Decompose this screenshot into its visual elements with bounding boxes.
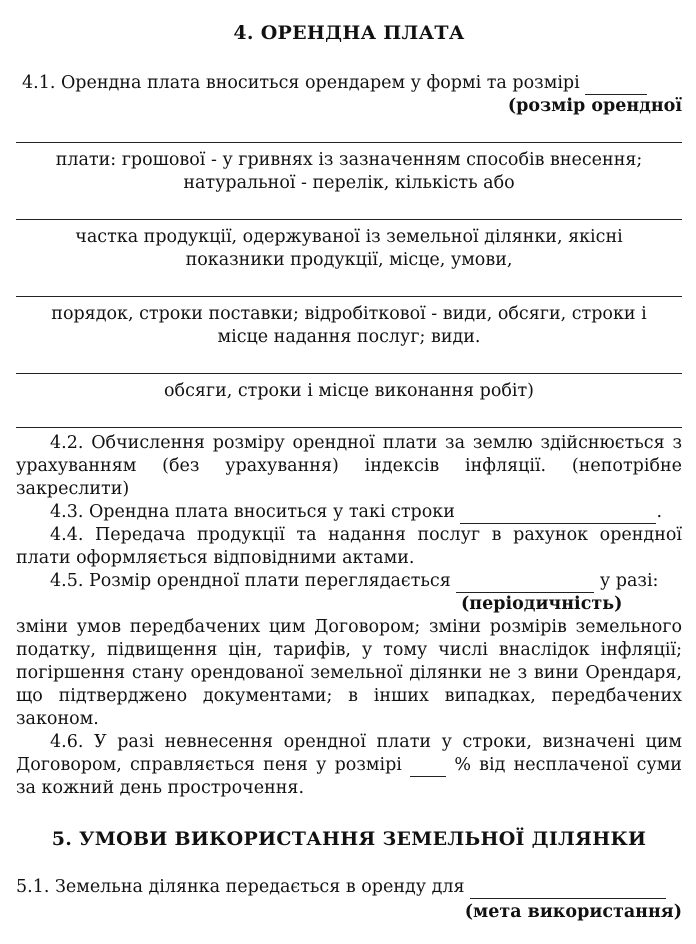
purpose-hint: (мета використання)	[464, 902, 682, 922]
periodicity-hint: (періодичність)	[461, 594, 623, 614]
clause-4-6-end: % від несплаченої суми за кожний день прострочення.	[16, 755, 682, 798]
rent-blank-line-3[interactable]	[16, 274, 682, 297]
clause-4-4: 4.4. Передача продукції та надання послуг в рахунок орендної плати оформляється відповідними актами.	[16, 525, 682, 568]
purpose-blank[interactable]	[470, 880, 666, 899]
rent-hint-2a: плати: грошової - у гривнях із зазначенням способів внесення;	[55, 150, 643, 170]
periodicity-blank[interactable]	[456, 574, 594, 593]
rent-hint-5: обсяги, строки і місце виконання робіт)	[164, 381, 534, 401]
rent-hint-4b: місце надання послуг; види.	[217, 327, 481, 347]
clause-4-3-text: 4.3. Орендна плата вноситься у такі строки	[50, 502, 455, 522]
clause-4-5-body: зміни умов передбачених цим Договором; зміни розмірів земельного податку, підвищення цін, тарифів, у тому числі внаслідок інфляції; погіршення стану орендованої земельної ділянки не з вини Орендаря, що підтверджено документами; в інших випадках, передбачених законом.	[16, 617, 682, 729]
rent-blank-line-5[interactable]	[16, 405, 682, 428]
clause-4-6	[16, 731, 682, 800]
clause-4-1	[16, 72, 682, 428]
rent-blank-line-2[interactable]	[16, 197, 682, 220]
clause-4-1-text: 4.1. Орендна плата вноситься орендарем у формі та розмірі	[22, 73, 580, 93]
penalty-percent-blank[interactable]	[410, 758, 446, 777]
clause-4-1-line	[22, 72, 682, 95]
rent-form-blank[interactable]	[585, 76, 647, 95]
clause-4-5-end: у разі:	[599, 571, 659, 591]
rent-hint-3b: показники продукції, місце, умови,	[185, 250, 513, 270]
rent-hint-3a: частка продукції, одержуваної із земельної ділянки, якісні	[75, 227, 623, 247]
clause-4-3	[16, 501, 682, 524]
document-page	[16, 18, 682, 924]
section-5-title: 5. УМОВИ ВИКОРИСТАННЯ ЗЕМЕЛЬНОЇ ДІЛЯНКИ	[51, 828, 647, 850]
rent-form-hint-1: (розмір орендної	[507, 96, 682, 116]
clause-4-5-line	[16, 570, 682, 593]
clause-4-6-text: 4.6. У разі невнесення орендної плати у строки, визначені цим Договором, справляється пеня у розмірі	[16, 732, 682, 775]
clause-4-2: 4.2. Обчислення розміру орендної плати за землю здійснюється з урахуванням (без урахування) індексів інфляції. (непотрібне закреслити)	[16, 433, 682, 499]
rent-blank-line-4[interactable]	[16, 351, 682, 374]
rent-blank-line-1[interactable]	[16, 120, 682, 143]
clause-4-5-text: 4.5. Розмір орендної плати переглядається	[50, 571, 451, 591]
rent-hint-4a: порядок, строки поставки; відробіткової - види, обсяги, строки і	[51, 304, 647, 324]
rent-hint-2b: натуральної - перелік, кількість або	[183, 173, 515, 193]
clause-5-1	[16, 876, 682, 899]
section-4-title: 4. ОРЕНДНА ПЛАТА	[233, 22, 465, 44]
clause-5-1-text: 5.1. Земельна ділянка передається в оренду для	[16, 877, 465, 897]
payment-terms-blank[interactable]	[460, 505, 656, 524]
clause-4-3-end: .	[656, 502, 663, 522]
